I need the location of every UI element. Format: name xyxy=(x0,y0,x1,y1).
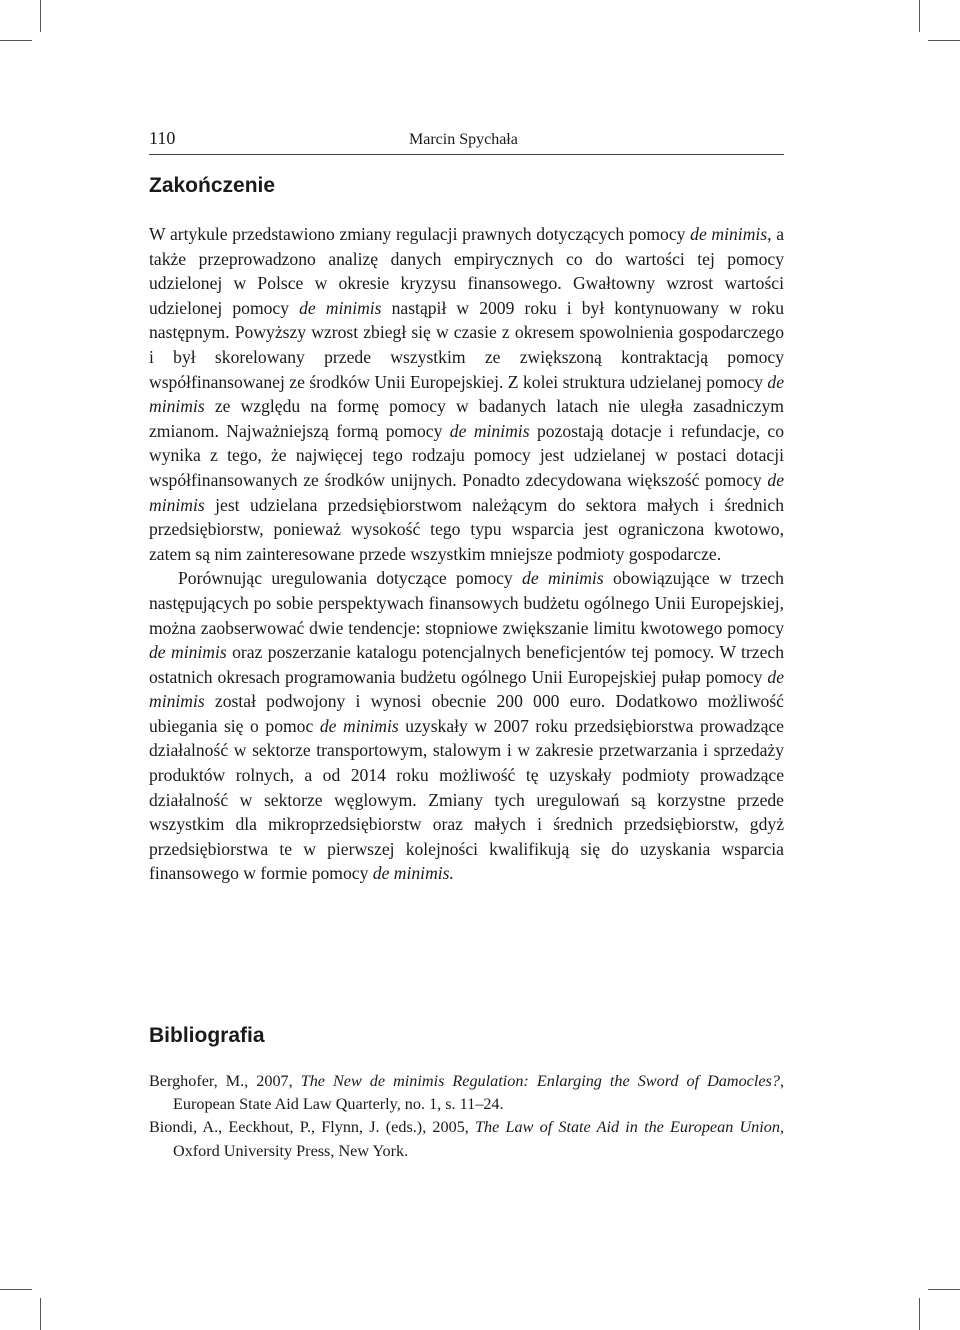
crop-mark xyxy=(40,1298,41,1330)
crop-mark xyxy=(0,40,32,41)
crop-mark xyxy=(928,40,960,41)
paragraph: W artykule przedstawiono zmiany regulacji prawnych dotyczących pomocy de minimis, a także przeprowadzono analizę danych empirycznych co do wartości tej pomocy udzielonej w Polsce w okresie kryzysu finansowego. Gwałtowny wzrost wartości udzielonej pomocy de minimis nastąpił w 2009 roku i był kontynuowany w roku następnym. Powyższy wzrost zbiegł się w czasie z okresem spowolnienia gospodarczego i był skorelowany przede wszystkim ze zwiększoną kontraktacją pomocy współfinansowanej ze środków Unii Europejskiej. Z kolei struktura udzielanej pomocy de minimis ze względu na formę pomocy w badanych latach nie uległa zasadniczym zmianom. Najważniejszą formą pomocy de minimis pozostają dotacje i refundacje, co wynika z tego, że najwięcej tego rodzaju pomocy jest udzielanej w postaci dotacji współfinansowanych ze środków unijnych. Ponadto zdecydowana większość pomocy de minimis jest udzielana przedsiębiorstwom należącym do sektora małych i średnich przedsiębiorstw, ponieważ wysokość tego typu wsparcia jest ograniczona kwotowo, zatem są nim zainteresowane przede wszystkim mniejsze podmioty gospodarcze. xyxy=(149,224,785,564)
crop-mark xyxy=(40,0,41,32)
bibliography-list xyxy=(149,1070,784,1163)
conclusion-body xyxy=(149,222,784,886)
section-title-bibliography: Bibliografia xyxy=(149,1024,265,1047)
running-author: Marcin Spychała xyxy=(409,131,518,148)
running-header xyxy=(149,128,784,155)
italic-term: de minimis. xyxy=(372,863,454,884)
italic-term: de minimis xyxy=(149,469,784,515)
paragraph: Porównując uregulowania dotyczące pomocy de minimis obowiązujące w trzech następujących po sobie perspektywach finansowych budżetu ogólnego Unii Europejskiej, można zaobserwować dwie tendencje: stopniowe zwiększanie limitu kwotowego pomocy de minimis oraz poszerzanie katalogu potencjalnych beneficjentów tej pomocy. W trzech ostatnich okresach programowania budżetu ogólnego Unii Europejskiej pułap pomocy de minimis został podwojony i wynosi obecnie 200 000 euro. Dodatkowo możliwość ubiegania się o pomoc de minimis uzyskały w 2007 roku przedsiębiorstwa prowadzące działalność w sektorze transportowym, stalowym i w zakresie przetwarzania i sprzedaży produktów rolnych, a od 2014 roku możliwość tę uzyskały podmioty prowadzące działalność w sektorze węglowym. Zmiany tych uregulowań są korzystne przede wszystkim dla mikroprzedsiębiorstw oraz małych i średnich przedsiębiorstw, gdyż przedsiębiorstwa te w pierwszej kolejności kwalifikują się do uzyskania wsparcia finansowego w formie pomocy de minimis. xyxy=(149,568,784,884)
italic-term: The New de minimis Regulation: Enlarging the Sword of Damocles? xyxy=(300,1072,780,1090)
crop-mark xyxy=(919,1298,920,1330)
italic-term: de minimis xyxy=(319,715,399,736)
italic-term: de minimis xyxy=(449,420,530,441)
bibliography-entry: Berghofer, M., 2007, The New de minimis Regulation: Enlarging the Sword of Damocles?, European State Aid Law Quarterly, no. 1, s. 11–24. xyxy=(149,1072,784,1114)
page-number: 110 xyxy=(149,128,176,148)
crop-mark xyxy=(0,1289,32,1290)
italic-term: de minimis xyxy=(522,568,604,589)
bibliography-entry: Biondi, A., Eeckhout, P., Flynn, J. (eds.), 2005, The Law of State Aid in the European Union, Oxford University Press, New York. xyxy=(149,1118,784,1160)
italic-term: de minimis xyxy=(299,297,382,318)
italic-term: de minimis xyxy=(149,666,784,712)
italic-term: de minimis xyxy=(149,371,784,417)
italic-term: The Law of State Aid in the European Union, xyxy=(475,1118,784,1137)
crop-mark xyxy=(919,0,920,32)
document-page xyxy=(149,128,785,1160)
italic-term: de minimis xyxy=(149,642,227,663)
section-title-conclusion: Zakończenie xyxy=(149,174,276,197)
crop-mark xyxy=(928,1289,960,1290)
italic-term: de minimis xyxy=(690,224,768,244)
